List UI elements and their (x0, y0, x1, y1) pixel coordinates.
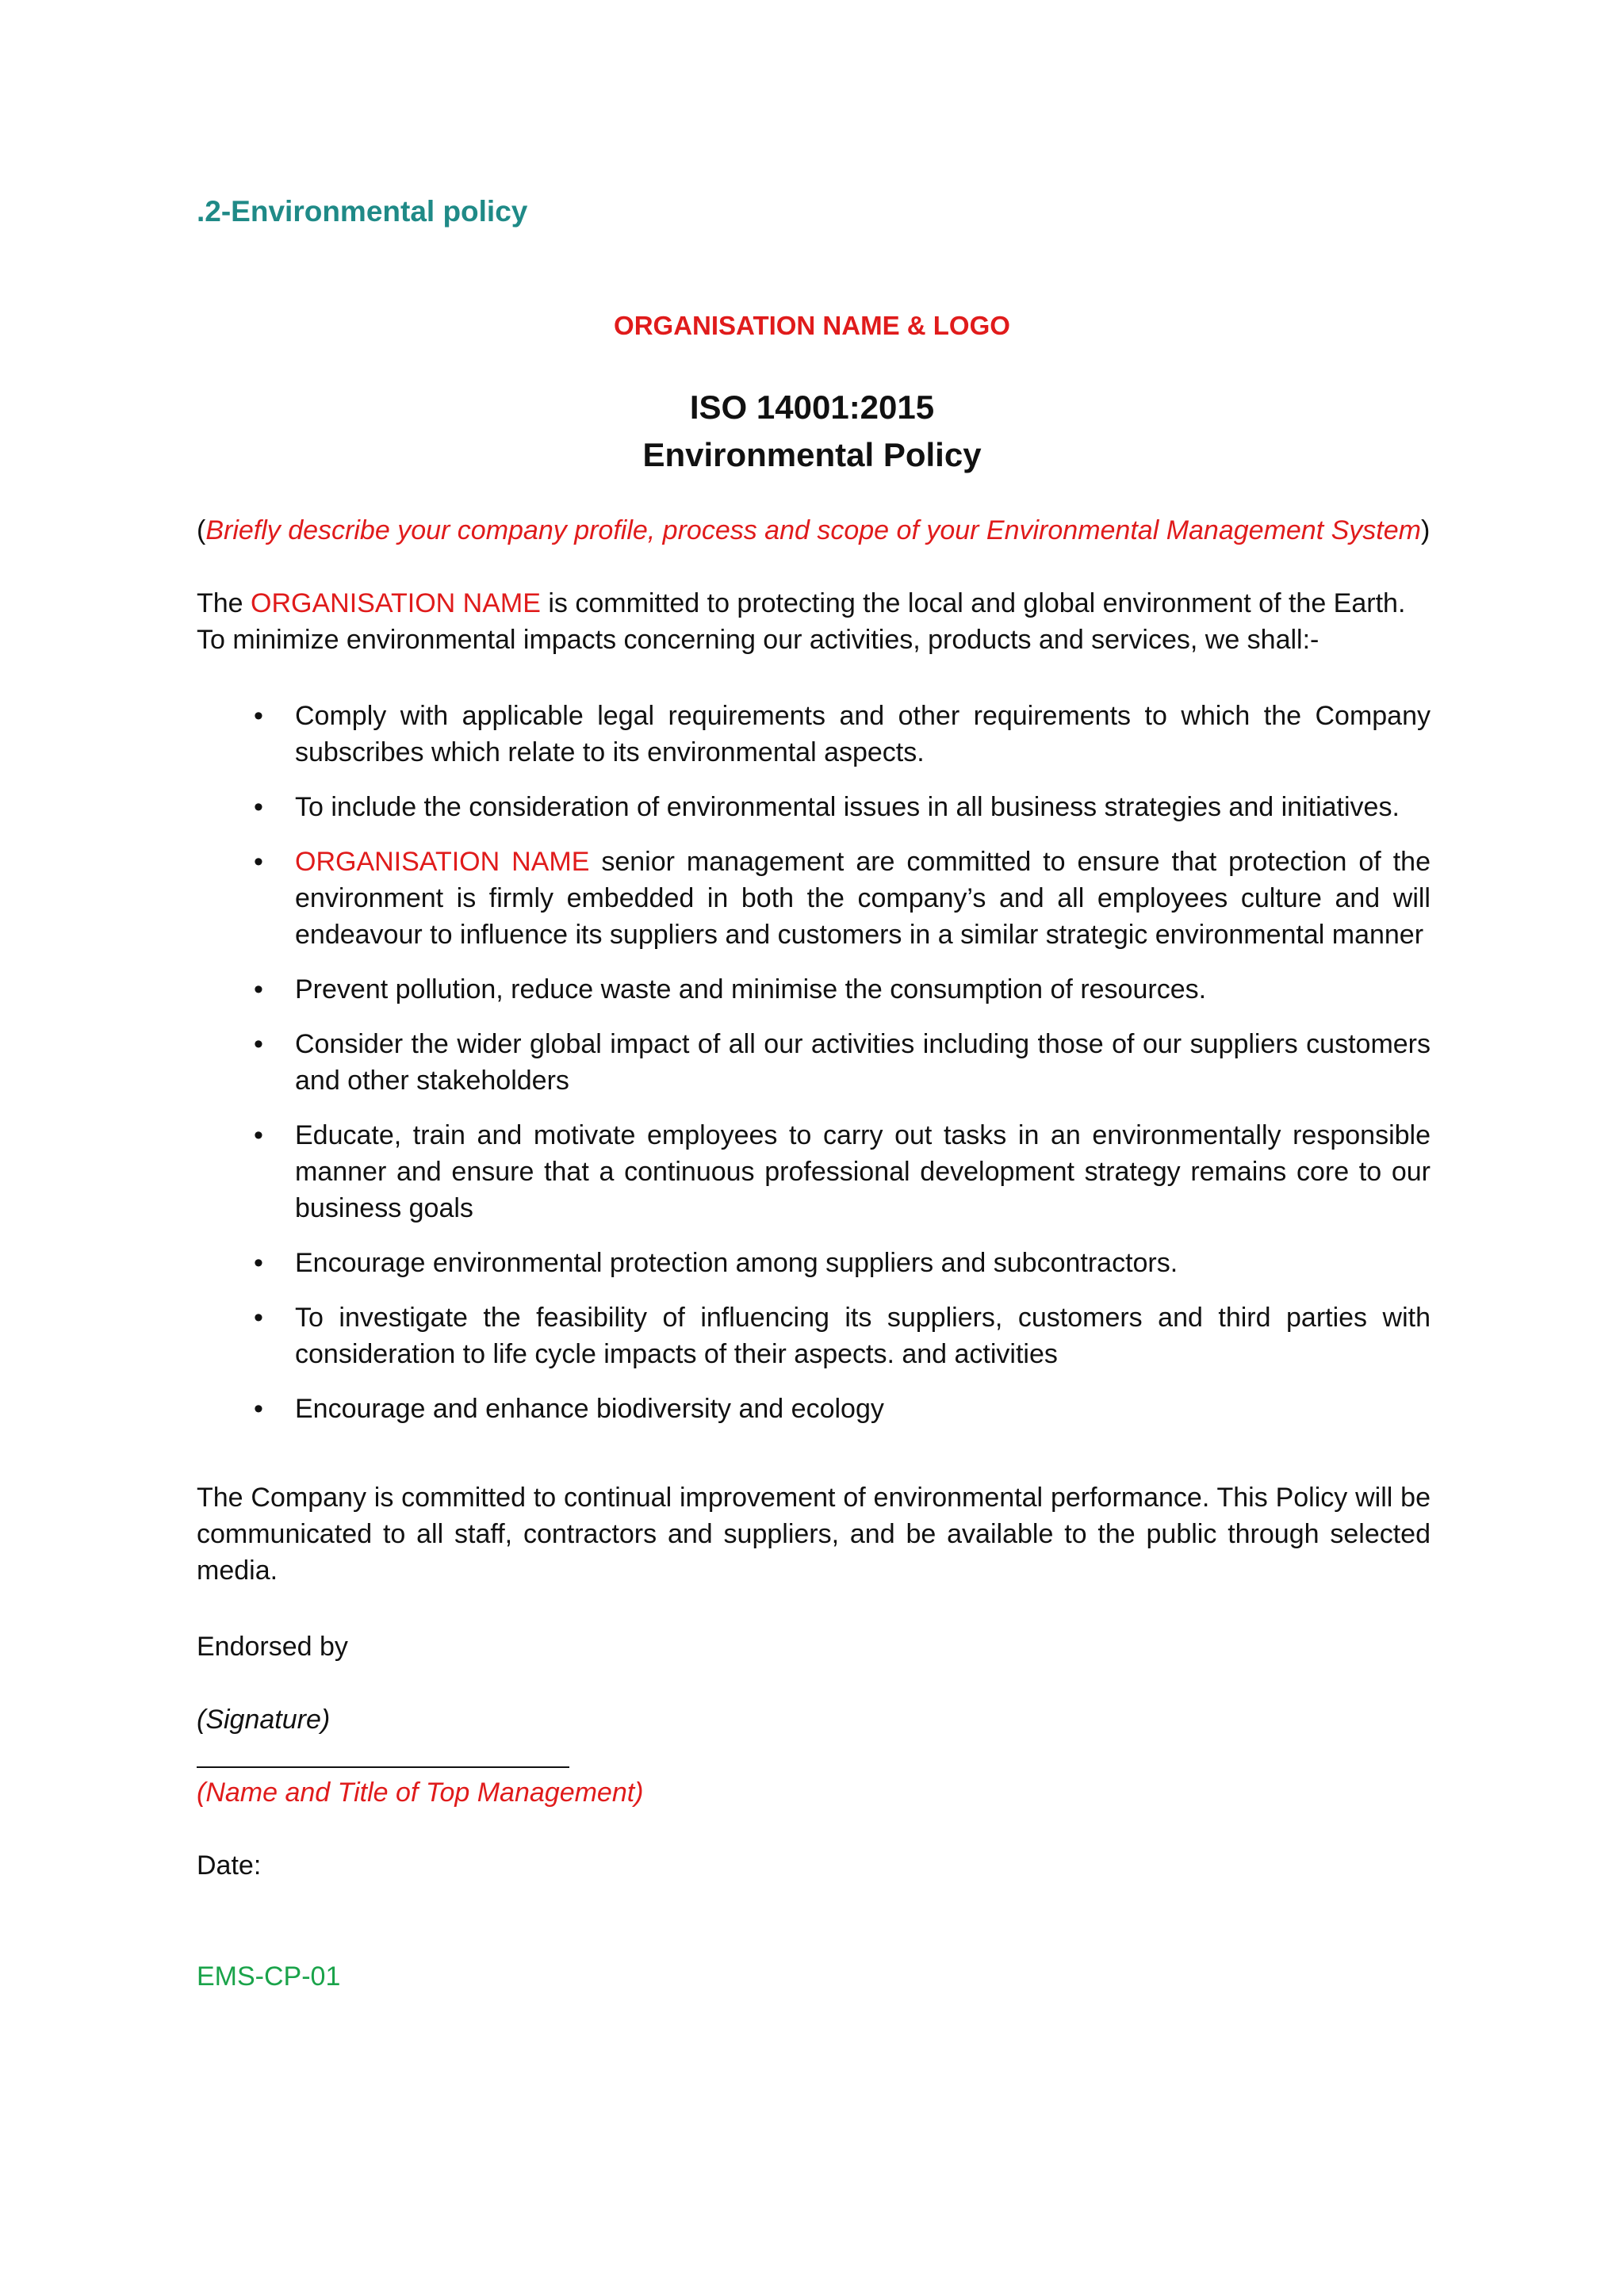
intro-open-paren: ( (197, 515, 206, 545)
bullet-dot-icon: • (254, 701, 263, 731)
commitment-suffix: is committed to protecting the local and global environment of the Earth. To minimize environmental impacts concerning our activities, products and services, we shall:- (197, 588, 1406, 655)
bullet-text: Encourage environmental protection among suppliers and subcontractors. (295, 1248, 1178, 1278)
policy-bullet-list (197, 698, 1431, 1445)
document-code: EMS-CP-01 (197, 1961, 341, 1992)
intro-instruction (197, 512, 1431, 549)
intro-close-paren: ) (1420, 515, 1431, 545)
bullet-text: Prevent pollution, reduce waste and minimise the consumption of resources. (295, 974, 1207, 1004)
bullet-item (197, 1299, 1431, 1372)
section-heading: .2-Environmental policy (197, 195, 528, 228)
signature-label: (Signature) (197, 1705, 331, 1735)
document-title (0, 384, 1624, 479)
bullet-org-name: ORGANISATION NAME (295, 847, 590, 877)
bullet-text: Comply with applicable legal requirements and other requirements to which the Company subscribes which relate to its environmental aspects. (295, 701, 1431, 767)
commitment-statement (197, 585, 1431, 658)
signature-line (197, 1766, 569, 1768)
bullet-item (197, 1026, 1431, 1099)
intro-text: Briefly describe your company profile, process and scope of your Environmental Management System (205, 515, 1421, 545)
bullet-item (197, 1245, 1431, 1281)
bullet-text: Consider the wider global impact of all our activities including those of our suppliers customers and other stakeholders (295, 1029, 1431, 1096)
bullet-item (197, 698, 1431, 771)
title-line-policy: Environmental Policy (642, 436, 982, 473)
bullet-item (197, 789, 1431, 825)
bullet-dot-icon: • (254, 1120, 263, 1150)
management-name-title: (Name and Title of Top Management) (197, 1777, 644, 1808)
closing-statement: The Company is committed to continual improvement of environmental performance. This Policy will be communicated to all staff, contractors and suppliers, and be available to the public through selected media. (197, 1483, 1431, 1586)
bullet-item (197, 971, 1431, 1008)
bullet-item (197, 1117, 1431, 1226)
bullet-text: To include the consideration of environmental issues in all business strategies and initiatives. (295, 792, 1400, 822)
org-logo-placeholder: ORGANISATION NAME & LOGO (614, 311, 1010, 340)
bullet-dot-icon: • (254, 1248, 263, 1278)
bullet-dot-icon: • (254, 1394, 263, 1424)
bullet-item (197, 844, 1431, 953)
bullet-text: senior management are committed to ensure that protection of the environment is firmly embedded in both the company’s and all employees culture and will endeavour to influence its suppliers and customers in a similar strategic environmental manner (295, 847, 1431, 950)
endorsed-by-label: Endorsed by (197, 1632, 348, 1662)
commitment-org-name: ORGANISATION NAME (251, 588, 541, 618)
date-label: Date: (197, 1850, 262, 1881)
bullet-dot-icon: • (254, 1029, 263, 1059)
bullet-text: Encourage and enhance biodiversity and ecology (295, 1394, 884, 1424)
title-line-standard: ISO 14001:2015 (689, 388, 935, 426)
bullet-text: To investigate the feasibility of influencing its suppliers, customers and third parties with consideration to life cycle impacts of their aspects. and activities (295, 1303, 1431, 1369)
bullet-dot-icon: • (254, 974, 263, 1004)
bullet-item (197, 1391, 1431, 1427)
bullet-dot-icon: • (254, 847, 263, 877)
bullet-dot-icon: • (254, 1303, 263, 1333)
commitment-prefix: The (197, 588, 251, 618)
bullet-text: Educate, train and motivate employees to carry out tasks in an environmentally responsible manner and ensure that a continuous professional development strategy remains core to our business goals (295, 1120, 1431, 1223)
bullet-dot-icon: • (254, 792, 263, 822)
